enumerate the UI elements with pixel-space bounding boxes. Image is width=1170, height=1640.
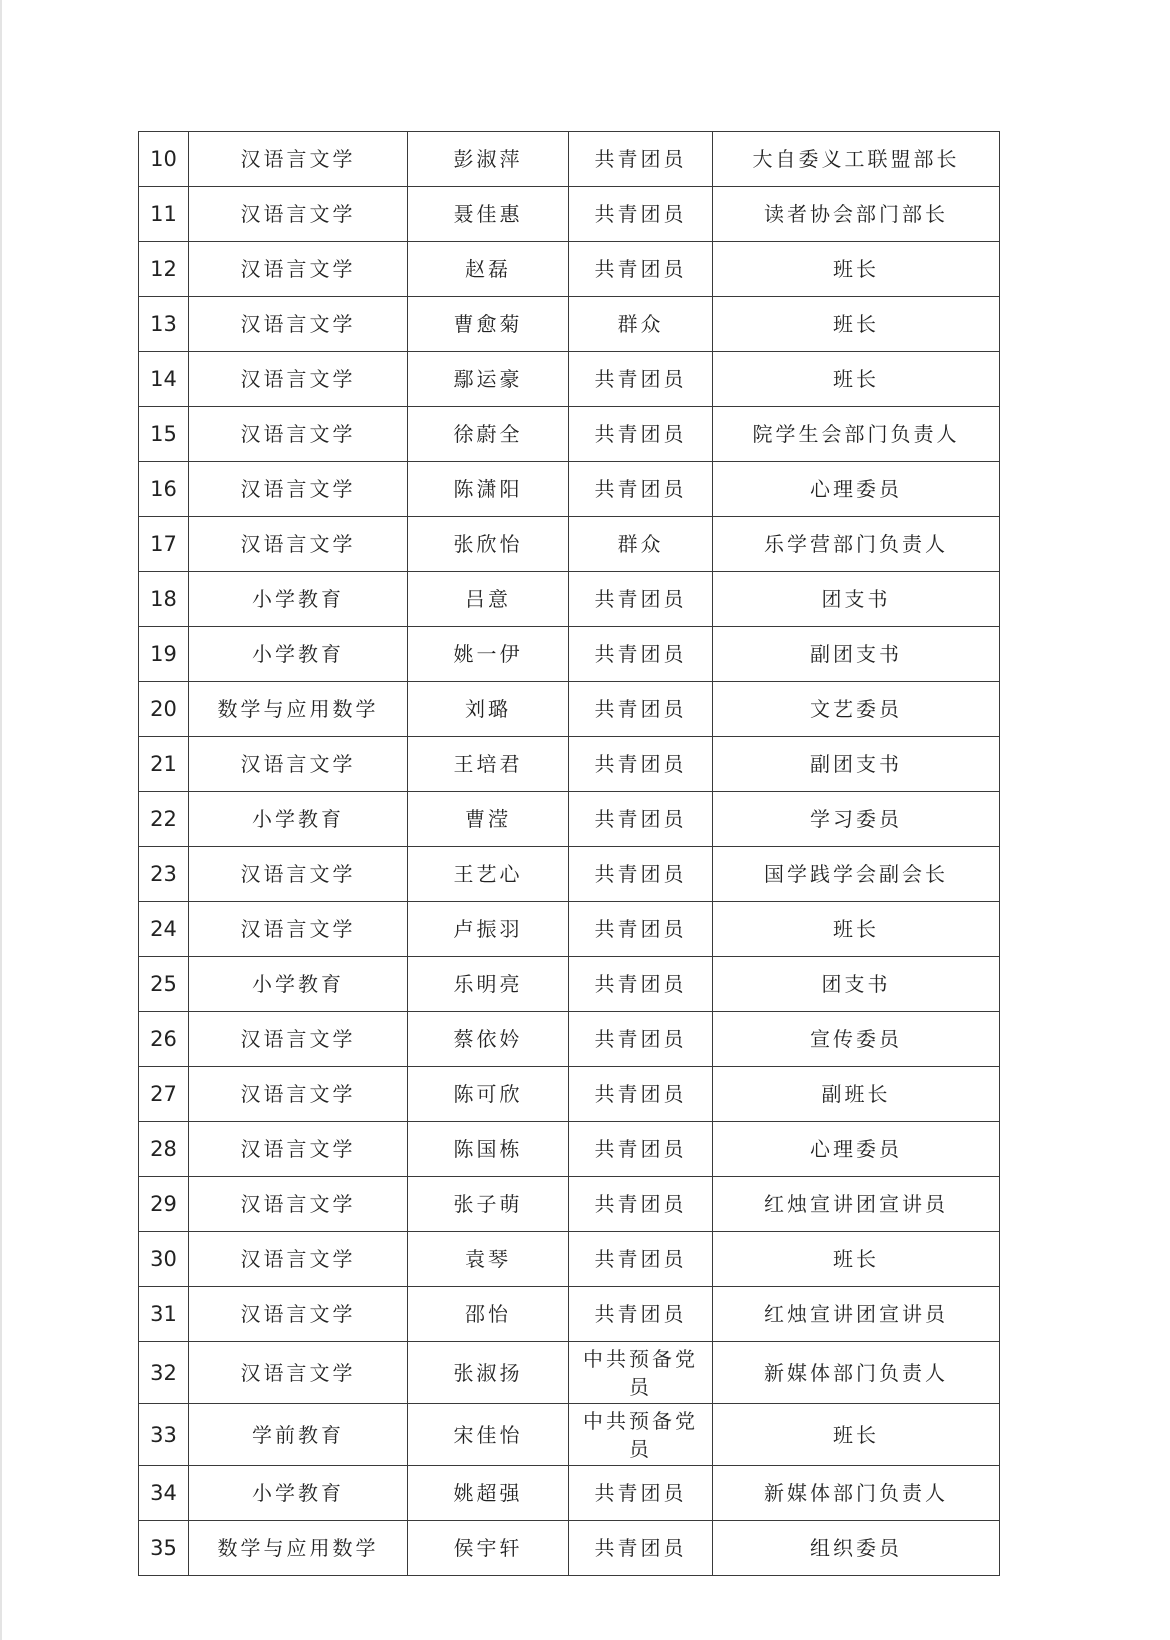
political-status-cell: 共青团员 bbox=[569, 407, 713, 462]
table-row bbox=[139, 297, 1000, 352]
table-row bbox=[139, 462, 1000, 517]
position-cell: 院学生会部门负责人 bbox=[713, 407, 1000, 462]
table-row bbox=[139, 1177, 1000, 1232]
table-row bbox=[139, 957, 1000, 1012]
position-cell: 副团支书 bbox=[713, 627, 1000, 682]
position-cell: 国学践学会副会长 bbox=[713, 847, 1000, 902]
student-name-cell: 曹滢 bbox=[408, 792, 569, 847]
major-cell: 汉语言文学 bbox=[189, 1122, 408, 1177]
position-cell: 班长 bbox=[713, 297, 1000, 352]
major-cell: 汉语言文学 bbox=[189, 187, 408, 242]
student-name-cell: 赵磊 bbox=[408, 242, 569, 297]
major-cell: 汉语言文学 bbox=[189, 902, 408, 957]
student-name-cell: 陈国栋 bbox=[408, 1122, 569, 1177]
row-number-cell: 12 bbox=[139, 242, 189, 297]
position-cell: 新媒体部门负责人 bbox=[713, 1466, 1000, 1521]
position-cell: 学习委员 bbox=[713, 792, 1000, 847]
political-status-cell: 共青团员 bbox=[569, 1067, 713, 1122]
student-name-cell: 乐明亮 bbox=[408, 957, 569, 1012]
row-number-cell: 33 bbox=[139, 1404, 189, 1466]
political-status-cell: 共青团员 bbox=[569, 242, 713, 297]
political-status-cell: 共青团员 bbox=[569, 792, 713, 847]
table-row bbox=[139, 1122, 1000, 1177]
row-number-cell: 11 bbox=[139, 187, 189, 242]
political-status-cell: 共青团员 bbox=[569, 187, 713, 242]
political-status-cell: 共青团员 bbox=[569, 682, 713, 737]
political-status-cell: 共青团员 bbox=[569, 352, 713, 407]
political-status-cell: 共青团员 bbox=[569, 737, 713, 792]
political-status-cell: 共青团员 bbox=[569, 957, 713, 1012]
major-cell: 汉语言文学 bbox=[189, 132, 408, 187]
major-cell: 小学教育 bbox=[189, 1466, 408, 1521]
student-name-cell: 王培君 bbox=[408, 737, 569, 792]
roster-body bbox=[139, 132, 1000, 1576]
major-cell: 汉语言文学 bbox=[189, 242, 408, 297]
political-status-cell: 共青团员 bbox=[569, 627, 713, 682]
student-name-cell: 卢振羽 bbox=[408, 902, 569, 957]
table-row bbox=[139, 352, 1000, 407]
row-number-cell: 29 bbox=[139, 1177, 189, 1232]
major-cell: 汉语言文学 bbox=[189, 1287, 408, 1342]
political-status-cell: 中共预备党员 bbox=[569, 1342, 713, 1404]
row-number-cell: 35 bbox=[139, 1521, 189, 1576]
table-row bbox=[139, 1067, 1000, 1122]
position-cell: 乐学营部门负责人 bbox=[713, 517, 1000, 572]
major-cell: 汉语言文学 bbox=[189, 352, 408, 407]
position-cell: 红烛宣讲团宣讲员 bbox=[713, 1177, 1000, 1232]
student-name-cell: 袁琴 bbox=[408, 1232, 569, 1287]
row-number-cell: 34 bbox=[139, 1466, 189, 1521]
student-name-cell: 陈潇阳 bbox=[408, 462, 569, 517]
major-cell: 汉语言文学 bbox=[189, 1067, 408, 1122]
row-number-cell: 24 bbox=[139, 902, 189, 957]
major-cell: 汉语言文学 bbox=[189, 1232, 408, 1287]
major-cell: 汉语言文学 bbox=[189, 737, 408, 792]
student-name-cell: 鄢运豪 bbox=[408, 352, 569, 407]
row-number-cell: 17 bbox=[139, 517, 189, 572]
table-row bbox=[139, 572, 1000, 627]
student-name-cell: 姚一伊 bbox=[408, 627, 569, 682]
page-left-edge bbox=[0, 0, 2, 1640]
major-cell: 汉语言文学 bbox=[189, 1177, 408, 1232]
political-status-cell: 共青团员 bbox=[569, 132, 713, 187]
table-row bbox=[139, 1012, 1000, 1067]
table-row bbox=[139, 1404, 1000, 1466]
table-row bbox=[139, 847, 1000, 902]
political-status-cell: 共青团员 bbox=[569, 1122, 713, 1177]
row-number-cell: 28 bbox=[139, 1122, 189, 1177]
position-cell: 班长 bbox=[713, 1232, 1000, 1287]
row-number-cell: 13 bbox=[139, 297, 189, 352]
position-cell: 读者协会部门部长 bbox=[713, 187, 1000, 242]
position-cell: 团支书 bbox=[713, 572, 1000, 627]
row-number-cell: 10 bbox=[139, 132, 189, 187]
political-status-cell: 共青团员 bbox=[569, 847, 713, 902]
student-name-cell: 姚超强 bbox=[408, 1466, 569, 1521]
position-cell: 班长 bbox=[713, 242, 1000, 297]
table-row bbox=[139, 1466, 1000, 1521]
major-cell: 小学教育 bbox=[189, 792, 408, 847]
position-cell: 组织委员 bbox=[713, 1521, 1000, 1576]
political-status-cell: 群众 bbox=[569, 517, 713, 572]
political-status-cell: 共青团员 bbox=[569, 572, 713, 627]
row-number-cell: 25 bbox=[139, 957, 189, 1012]
political-status-cell: 群众 bbox=[569, 297, 713, 352]
major-cell: 数学与应用数学 bbox=[189, 682, 408, 737]
student-name-cell: 张子萌 bbox=[408, 1177, 569, 1232]
major-cell: 汉语言文学 bbox=[189, 517, 408, 572]
position-cell: 心理委员 bbox=[713, 1122, 1000, 1177]
position-cell: 班长 bbox=[713, 902, 1000, 957]
political-status-cell: 共青团员 bbox=[569, 1466, 713, 1521]
position-cell: 副班长 bbox=[713, 1067, 1000, 1122]
student-name-cell: 邵怡 bbox=[408, 1287, 569, 1342]
major-cell: 汉语言文学 bbox=[189, 297, 408, 352]
student-name-cell: 侯宇轩 bbox=[408, 1521, 569, 1576]
row-number-cell: 19 bbox=[139, 627, 189, 682]
row-number-cell: 26 bbox=[139, 1012, 189, 1067]
table-row bbox=[139, 242, 1000, 297]
student-name-cell: 王艺心 bbox=[408, 847, 569, 902]
student-name-cell: 徐蔚全 bbox=[408, 407, 569, 462]
position-cell: 宣传委员 bbox=[713, 1012, 1000, 1067]
row-number-cell: 20 bbox=[139, 682, 189, 737]
table-row bbox=[139, 1342, 1000, 1404]
major-cell: 汉语言文学 bbox=[189, 1342, 408, 1404]
table-row bbox=[139, 792, 1000, 847]
position-cell: 文艺委员 bbox=[713, 682, 1000, 737]
row-number-cell: 30 bbox=[139, 1232, 189, 1287]
major-cell: 汉语言文学 bbox=[189, 407, 408, 462]
political-status-cell: 共青团员 bbox=[569, 1177, 713, 1232]
position-cell: 班长 bbox=[713, 352, 1000, 407]
major-cell: 汉语言文学 bbox=[189, 462, 408, 517]
position-cell: 大自委义工联盟部长 bbox=[713, 132, 1000, 187]
student-roster-table bbox=[138, 131, 1000, 1576]
table-row bbox=[139, 517, 1000, 572]
table-row bbox=[139, 627, 1000, 682]
table-row bbox=[139, 682, 1000, 737]
major-cell: 汉语言文学 bbox=[189, 847, 408, 902]
row-number-cell: 23 bbox=[139, 847, 189, 902]
row-number-cell: 15 bbox=[139, 407, 189, 462]
position-cell: 团支书 bbox=[713, 957, 1000, 1012]
major-cell: 数学与应用数学 bbox=[189, 1521, 408, 1576]
student-name-cell: 刘璐 bbox=[408, 682, 569, 737]
row-number-cell: 27 bbox=[139, 1067, 189, 1122]
student-name-cell: 彭淑萍 bbox=[408, 132, 569, 187]
position-cell: 副团支书 bbox=[713, 737, 1000, 792]
student-name-cell: 宋佳怡 bbox=[408, 1404, 569, 1466]
student-name-cell: 张淑扬 bbox=[408, 1342, 569, 1404]
political-status-cell: 共青团员 bbox=[569, 462, 713, 517]
position-cell: 心理委员 bbox=[713, 462, 1000, 517]
political-status-cell: 共青团员 bbox=[569, 1521, 713, 1576]
major-cell: 小学教育 bbox=[189, 572, 408, 627]
major-cell: 汉语言文学 bbox=[189, 1012, 408, 1067]
student-name-cell: 张欣怡 bbox=[408, 517, 569, 572]
position-cell: 新媒体部门负责人 bbox=[713, 1342, 1000, 1404]
row-number-cell: 21 bbox=[139, 737, 189, 792]
table-row bbox=[139, 187, 1000, 242]
table-row bbox=[139, 1287, 1000, 1342]
table-row bbox=[139, 902, 1000, 957]
student-name-cell: 陈可欣 bbox=[408, 1067, 569, 1122]
position-cell: 班长 bbox=[713, 1404, 1000, 1466]
major-cell: 学前教育 bbox=[189, 1404, 408, 1466]
political-status-cell: 中共预备党员 bbox=[569, 1404, 713, 1466]
student-name-cell: 曹愈菊 bbox=[408, 297, 569, 352]
row-number-cell: 32 bbox=[139, 1342, 189, 1404]
row-number-cell: 22 bbox=[139, 792, 189, 847]
student-name-cell: 蔡依妗 bbox=[408, 1012, 569, 1067]
row-number-cell: 18 bbox=[139, 572, 189, 627]
table-row bbox=[139, 132, 1000, 187]
row-number-cell: 31 bbox=[139, 1287, 189, 1342]
major-cell: 小学教育 bbox=[189, 627, 408, 682]
table-row bbox=[139, 407, 1000, 462]
political-status-cell: 共青团员 bbox=[569, 902, 713, 957]
political-status-cell: 共青团员 bbox=[569, 1287, 713, 1342]
student-name-cell: 吕意 bbox=[408, 572, 569, 627]
political-status-cell: 共青团员 bbox=[569, 1232, 713, 1287]
political-status-cell: 共青团员 bbox=[569, 1012, 713, 1067]
row-number-cell: 16 bbox=[139, 462, 189, 517]
student-name-cell: 聂佳惠 bbox=[408, 187, 569, 242]
table-row bbox=[139, 737, 1000, 792]
table-row bbox=[139, 1232, 1000, 1287]
position-cell: 红烛宣讲团宣讲员 bbox=[713, 1287, 1000, 1342]
table-row bbox=[139, 1521, 1000, 1576]
row-number-cell: 14 bbox=[139, 352, 189, 407]
major-cell: 小学教育 bbox=[189, 957, 408, 1012]
